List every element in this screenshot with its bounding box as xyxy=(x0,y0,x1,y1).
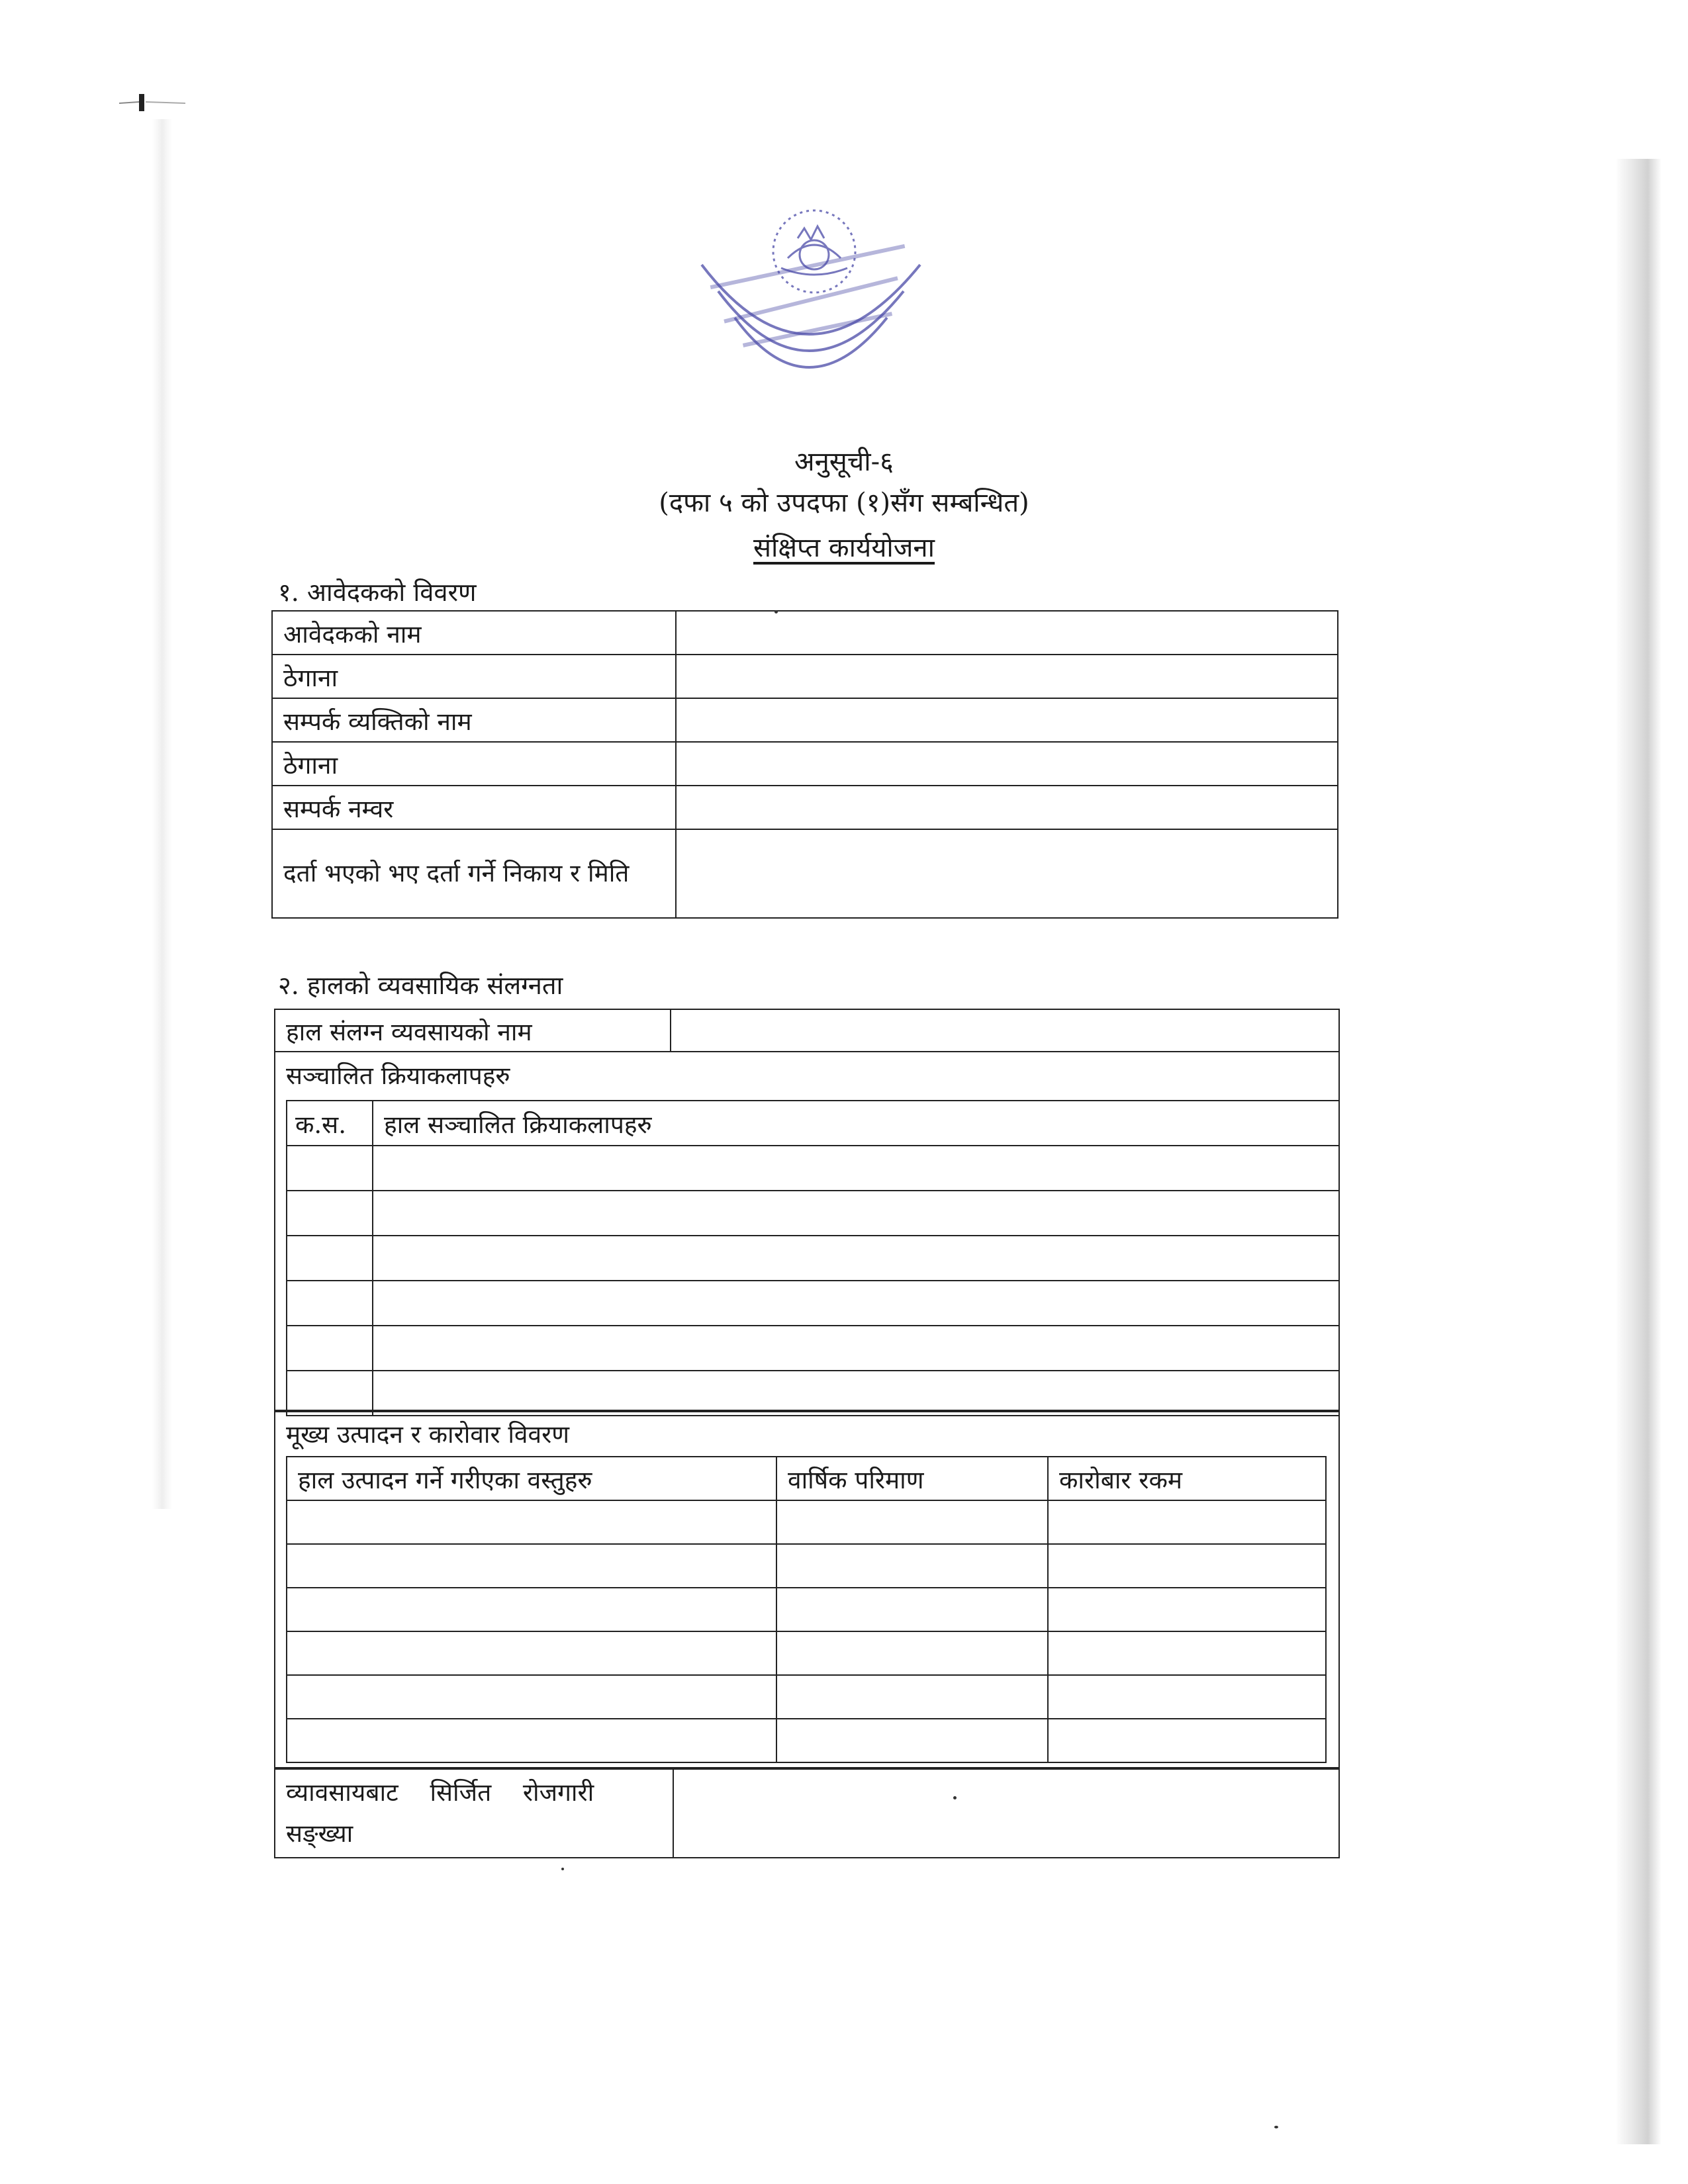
annual-quantity-header: वार्षिक परिमाण xyxy=(776,1457,1048,1500)
table-row xyxy=(287,1281,1339,1326)
serial-cell[interactable] xyxy=(287,1371,373,1416)
schedule-subtitle: (दफा ५ को उपदफा (१)सँग सम्बन्धित) xyxy=(659,488,1029,518)
activity-cell[interactable] xyxy=(373,1236,1339,1281)
product-cell[interactable] xyxy=(287,1500,776,1544)
scan-speck xyxy=(953,1796,957,1799)
product-cell[interactable] xyxy=(287,1631,776,1675)
serial-header: क.स. xyxy=(287,1101,373,1146)
quantity-cell[interactable] xyxy=(776,1544,1048,1588)
table-row xyxy=(272,829,1338,918)
activities-label: सञ्चालित क्रियाकलापहरु xyxy=(286,1062,510,1090)
table-row xyxy=(287,1544,1326,1588)
amount-cell[interactable] xyxy=(1048,1588,1326,1631)
table-row xyxy=(287,1326,1339,1371)
applicant-details-table xyxy=(271,610,1338,919)
activity-cell[interactable] xyxy=(373,1371,1339,1416)
table-row xyxy=(272,742,1338,786)
products-header: हाल उत्पादन गर्ने गरीएका वस्तुहरु xyxy=(287,1457,776,1500)
amount-cell[interactable] xyxy=(1048,1500,1326,1544)
product-cell[interactable] xyxy=(287,1588,776,1631)
serial-cell[interactable] xyxy=(287,1236,373,1281)
table-header-row xyxy=(287,1457,1326,1500)
product-cell[interactable] xyxy=(287,1675,776,1719)
contact-number-field[interactable] xyxy=(676,786,1338,829)
table-row xyxy=(287,1500,1326,1544)
row-label: ठेगाना xyxy=(272,655,676,698)
scan-shadow-left xyxy=(152,119,172,1509)
amount-cell[interactable] xyxy=(1048,1719,1326,1762)
row-label: सम्पर्क व्यक्तिको नाम xyxy=(272,698,676,742)
plan-title: संक्षिप्त कार्ययोजना xyxy=(753,533,935,563)
table-row xyxy=(272,698,1338,742)
table-row xyxy=(287,1719,1326,1762)
business-name-field[interactable] xyxy=(671,1009,1339,1052)
staple-mark-icon xyxy=(119,93,192,113)
municipality-seal-stamp xyxy=(682,192,933,410)
table-row xyxy=(272,611,1338,655)
table-row xyxy=(287,1191,1339,1236)
table-row xyxy=(287,1236,1339,1281)
applicant-address-field[interactable] xyxy=(676,655,1338,698)
table-row xyxy=(275,1009,1339,1052)
schedule-title: अनुसूची-६ xyxy=(794,447,894,477)
row-label: सम्पर्क नम्वर xyxy=(272,786,676,829)
activity-cell[interactable] xyxy=(373,1326,1339,1371)
table-header-row xyxy=(287,1101,1339,1146)
contact-person-name-field[interactable] xyxy=(676,698,1338,742)
table-row xyxy=(287,1371,1339,1416)
quantity-cell[interactable] xyxy=(776,1588,1048,1631)
row-label: आवेदकको नाम xyxy=(272,611,676,655)
row-label: दर्ता भएको भए दर्ता गर्ने निकाय र मिति xyxy=(272,829,676,918)
quantity-cell[interactable] xyxy=(776,1719,1048,1762)
registration-details-field[interactable] xyxy=(676,829,1338,918)
scan-speck xyxy=(561,1868,564,1870)
serial-cell[interactable] xyxy=(287,1326,373,1371)
scan-speck xyxy=(1274,2126,1278,2128)
serial-cell[interactable] xyxy=(287,1146,373,1191)
quantity-cell[interactable] xyxy=(776,1631,1048,1675)
employment-table xyxy=(274,1768,1340,1858)
table-row xyxy=(272,786,1338,829)
quantity-cell[interactable] xyxy=(776,1675,1048,1719)
contact-address-field[interactable] xyxy=(676,742,1338,786)
scan-speck xyxy=(774,610,778,614)
product-cell[interactable] xyxy=(287,1719,776,1762)
activity-cell[interactable] xyxy=(373,1146,1339,1191)
business-name-label: हाल संलग्न व्यवसायको नाम xyxy=(275,1009,671,1052)
activity-cell[interactable] xyxy=(373,1281,1339,1326)
applicant-name-field[interactable] xyxy=(676,611,1338,655)
employment-count-field[interactable] xyxy=(673,1769,1339,1858)
products-label: मूख्य उत्पादन र कारोवार विवरण xyxy=(286,1420,569,1449)
amount-cell[interactable] xyxy=(1048,1631,1326,1675)
row-label: ठेगाना xyxy=(272,742,676,786)
quantity-cell[interactable] xyxy=(776,1500,1048,1544)
table-row xyxy=(287,1631,1326,1675)
serial-cell[interactable] xyxy=(287,1281,373,1326)
table-row xyxy=(272,655,1338,698)
serial-cell[interactable] xyxy=(287,1191,373,1236)
table-row xyxy=(287,1146,1339,1191)
business-name-table xyxy=(274,1009,1340,1052)
activities-table xyxy=(286,1100,1340,1416)
section-business-title: २. हालको व्यवसायिक संलग्नता xyxy=(278,971,563,1000)
activity-header: हाल सञ्चालित क्रियाकलापहरु xyxy=(373,1101,1339,1146)
amount-cell[interactable] xyxy=(1048,1675,1326,1719)
employment-label: व्यावसायबाट सिर्जित रोजगारी सङ्ख्या xyxy=(275,1769,673,1858)
product-cell[interactable] xyxy=(287,1544,776,1588)
table-row xyxy=(287,1675,1326,1719)
products-table xyxy=(286,1456,1327,1763)
amount-cell[interactable] xyxy=(1048,1544,1326,1588)
activity-cell[interactable] xyxy=(373,1191,1339,1236)
table-row xyxy=(287,1588,1326,1631)
turnover-amount-header: कारोबार रकम xyxy=(1048,1457,1326,1500)
section-applicant-title: १. आवेदकको विवरण xyxy=(278,578,477,607)
table-row xyxy=(275,1769,1339,1858)
